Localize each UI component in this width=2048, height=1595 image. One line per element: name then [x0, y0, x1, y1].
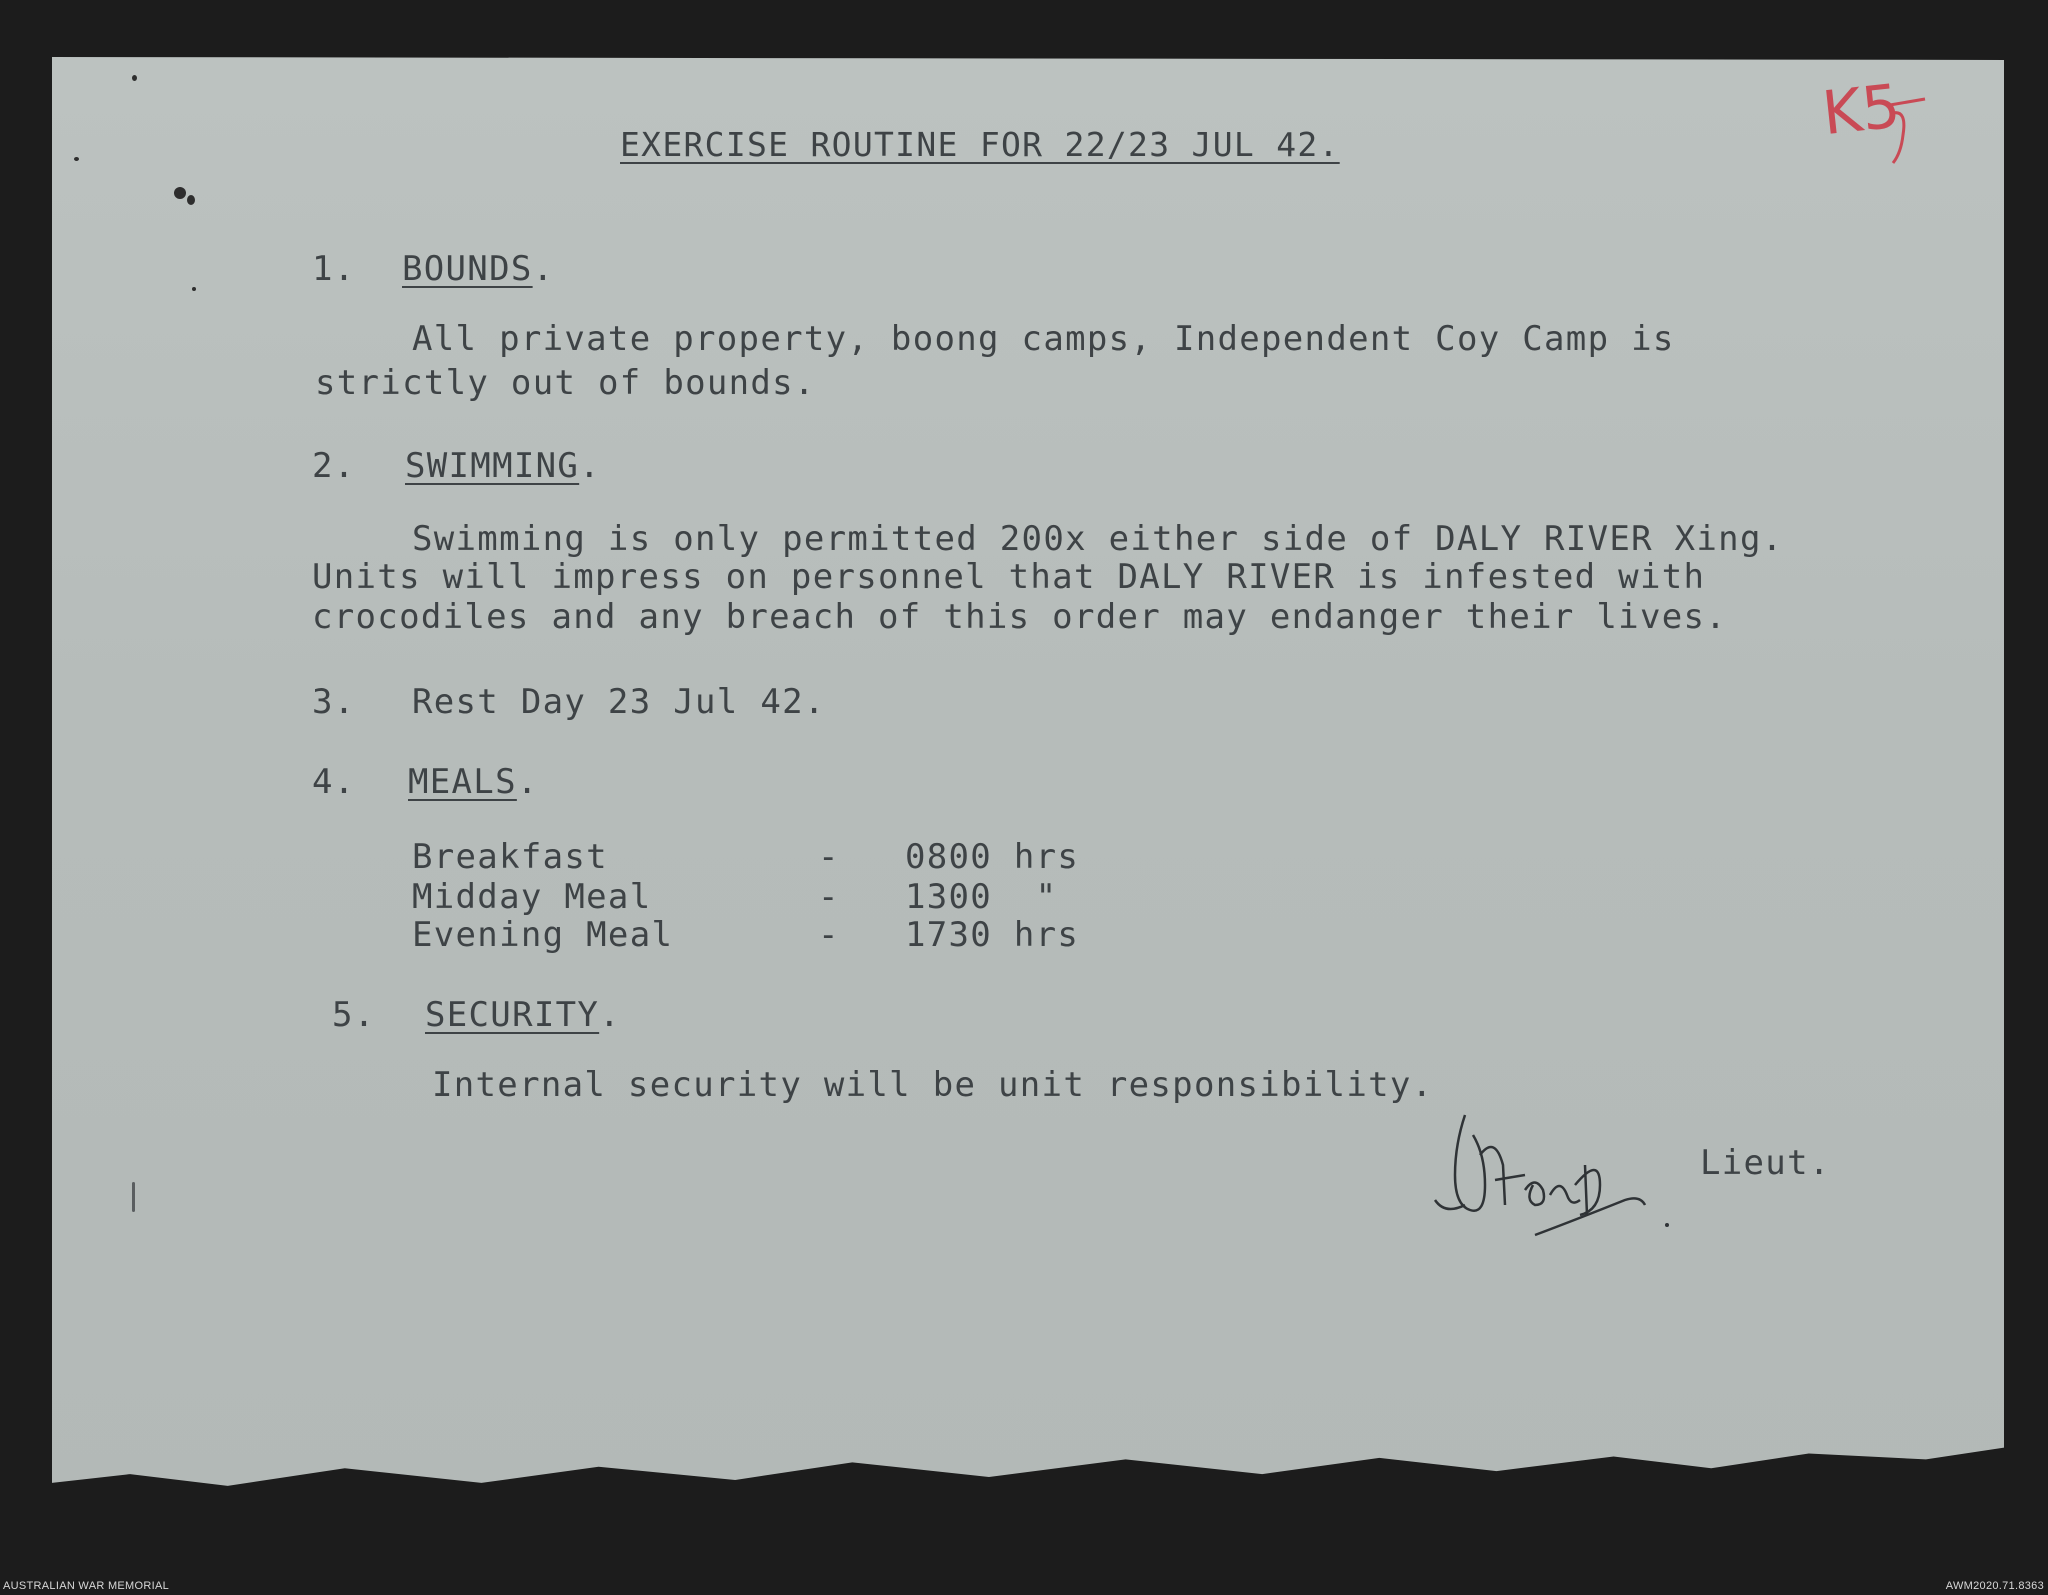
- archive-footer-institution: AUSTRALIAN WAR MEMORIAL: [3, 1580, 170, 1592]
- paragraph-line: Units will impress on personnel that DALY RIVER is infested with: [312, 557, 1706, 597]
- paper-speck: [132, 75, 137, 81]
- section-number: 2.: [312, 446, 356, 486]
- paper-speck: [74, 157, 79, 161]
- section-heading-text: SWIMMING: [405, 446, 580, 486]
- section-heading: [402, 250, 554, 288]
- section-heading: [425, 996, 621, 1034]
- meal-dash: -: [818, 837, 840, 877]
- paragraph-line: strictly out of bounds.: [315, 363, 816, 403]
- meal-time: 1730 hrs: [905, 915, 1080, 955]
- section-number: 1.: [312, 249, 356, 289]
- section-heading-text: BOUNDS: [402, 249, 533, 289]
- heading-period: .: [532, 249, 555, 289]
- paragraph-line: All private property, boong camps, Independent Coy Camp is: [412, 319, 1675, 359]
- section-number: 4.: [312, 762, 356, 802]
- section-heading-text: MEALS: [408, 762, 517, 802]
- paragraph-line: Internal security will be unit responsibility.: [432, 1065, 1434, 1105]
- meal-name: Breakfast: [412, 837, 608, 877]
- section-number: 5.: [332, 995, 376, 1035]
- red-pencil-annotation: [1815, 55, 1935, 175]
- section-heading-text: SECURITY: [425, 995, 600, 1035]
- meal-dash: -: [818, 877, 840, 917]
- paragraph-line: crocodiles and any breach of this order may endanger their lives.: [312, 597, 1728, 637]
- archive-footer-accession: AWM2020.71.8363: [1945, 1580, 2044, 1592]
- paper-mark: [132, 1182, 135, 1212]
- section-heading: [408, 763, 539, 801]
- heading-period: .: [579, 446, 601, 486]
- meal-name: Midday Meal: [412, 877, 652, 917]
- heading-period: .: [516, 762, 539, 802]
- meal-time: 0800 hrs: [905, 837, 1080, 877]
- heading-period: .: [599, 995, 621, 1035]
- page-title: EXERCISE ROUTINE FOR 22/23 JUL 42.: [620, 125, 1340, 164]
- paper-speck: [174, 187, 186, 199]
- section-heading: [405, 447, 601, 485]
- signature-rank: Lieut.: [1700, 1143, 1831, 1183]
- handwritten-signature: [1425, 1105, 1685, 1255]
- paragraph-line: Swimming is only permitted 200x either side of DALY RIVER Xing.: [412, 519, 1784, 559]
- paper-speck: [187, 195, 195, 205]
- rest-day-line: Rest Day 23 Jul 42.: [412, 682, 826, 722]
- meal-name: Evening Meal: [412, 915, 674, 955]
- paper-speck: [192, 287, 196, 291]
- meal-dash: -: [818, 915, 840, 955]
- catalogue-mark-text: K5: [1819, 71, 1904, 150]
- meal-time: 1300 ": [905, 877, 1058, 917]
- section-number: 3.: [312, 682, 356, 722]
